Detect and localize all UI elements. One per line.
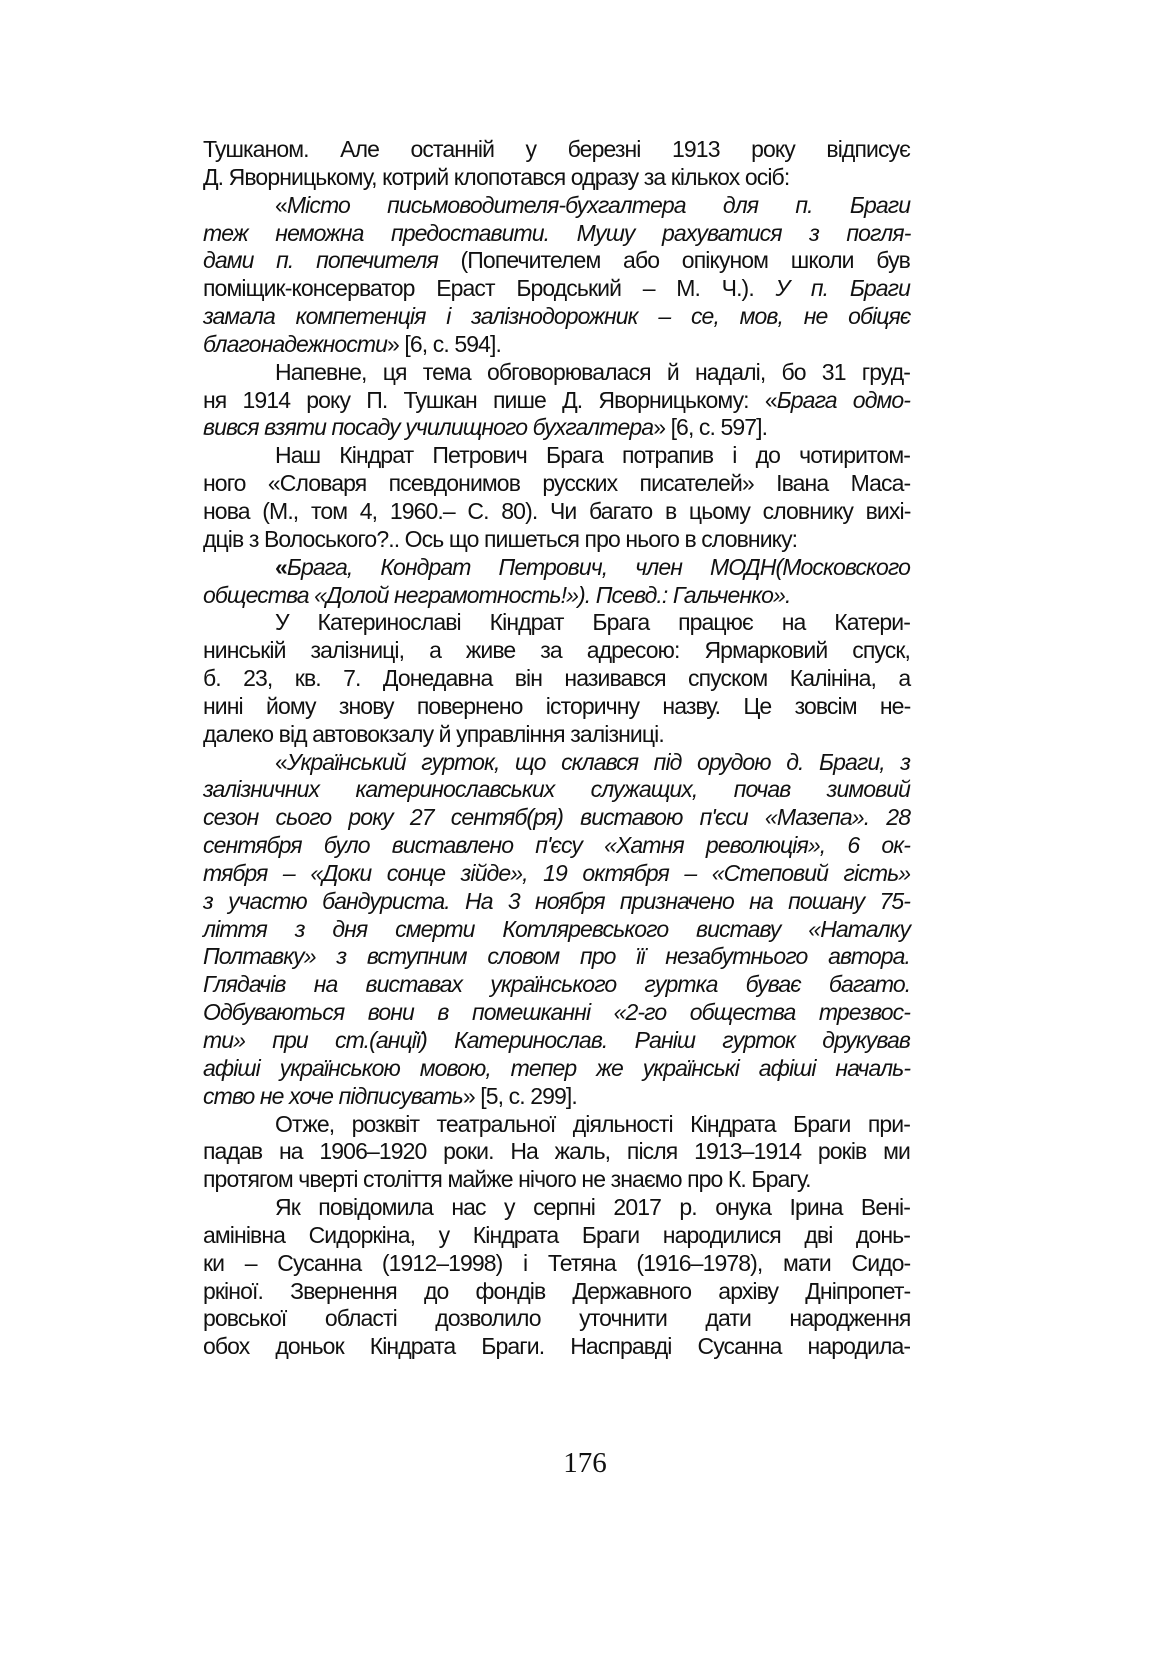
text-segment: » [6, с. 597]. (653, 414, 768, 441)
text-segment: далеко від автовокзалу й управління залізниці. (203, 720, 664, 747)
italic-text: ти» при ст.(анції) Катеринослав. Раніш гурток друкував (203, 1027, 910, 1053)
text-line (203, 609, 910, 637)
text-line (203, 1055, 910, 1083)
text-line (203, 1278, 910, 1306)
text-line (203, 1138, 910, 1166)
text-line (203, 220, 910, 248)
text-segment: Д. Яворницькому, котрий клопотався одразу за кількох осіб: (203, 163, 790, 190)
text-segment: Як повідомила нас у серпні 2017 р. онука Ірина Вені- (275, 1194, 910, 1221)
text-line (203, 888, 910, 916)
text-segment: обох доньок Кіндрата Браги. Насправді Сусанна народила- (203, 1333, 911, 1360)
text-segment: нинській залізниці, а живе за адресою: Ярмарковий спуск, (203, 637, 910, 664)
text-line (203, 1083, 910, 1111)
text-line (203, 749, 910, 777)
text-line (203, 1194, 910, 1222)
text-segment: » [5, с. 299]. (462, 1082, 577, 1109)
text-segment: дців з Волоського?.. Ось що пишеться про нього в словнику: (203, 525, 798, 552)
text-segment: Напевне, ця тема обговорювалася й надалі, бо 31 груд- (275, 358, 910, 385)
text-segment: Наш Кіндрат Петрович Брага потрапив і до чотиритом- (275, 442, 910, 469)
text-line (203, 582, 910, 610)
text-line (203, 414, 910, 442)
text-line (203, 637, 910, 665)
text-line (203, 693, 910, 721)
text-line (203, 1222, 910, 1250)
italic-text: вився взяти посаду училищного бухгалтера (203, 414, 654, 441)
text-line (203, 832, 910, 860)
text-line (203, 303, 910, 331)
text-line (203, 1250, 910, 1278)
italic-text: замала компетенція і залізнодорожник – се, мов, не обіцяє (203, 303, 911, 330)
italic-text: з участю бандуриста. На 3 ноября призначено на пошану 75- (203, 887, 910, 914)
italic-text: афіші українською мовою, тепер же українські афіші началь- (203, 1054, 911, 1081)
italic-text: сентября було виставлено п'єсу «Хатня революція», 6 ок- (203, 832, 910, 859)
italic-text: теж неможна предоставити. Мушу рахуватися з погля- (203, 219, 911, 246)
italic-text: благонадежности (203, 330, 387, 357)
text-segment: протягом чверті століття майже нічого не знаємо про К. Брагу. (203, 1166, 811, 1193)
italic-text: Одбуваються вони в помешканні «2-го общества трезвос- (203, 999, 910, 1026)
italic-text: дами п. попечителя (203, 247, 438, 274)
text-line (203, 1111, 910, 1139)
text-line (203, 1166, 910, 1194)
text-line (203, 247, 910, 275)
text-line (203, 164, 910, 192)
text-line (203, 526, 910, 554)
italic-text: ство не хоче підписувать (203, 1082, 463, 1109)
text-line (203, 860, 910, 888)
text-line (203, 359, 910, 387)
text-line (203, 1027, 910, 1055)
text-segment: « (275, 748, 287, 775)
text-segment: « (275, 191, 287, 218)
text-line (203, 943, 910, 971)
text-line (203, 999, 910, 1027)
text-segment: Отже, розквіт театральної діяльності Кіндрата Браги при- (275, 1110, 910, 1137)
text-segment: нова (М., том 4, 1960.– С. 80). Чи багато в цьому словнику вихі- (203, 497, 911, 524)
text-line (203, 331, 910, 359)
text-line (203, 192, 910, 220)
body-text (203, 136, 910, 1361)
text-segment: ного «Словаря псевдонимов русских писателей» Івана Маса- (203, 470, 911, 497)
italic-text: залізничних катеринославських служащих, почав зимовий (203, 776, 910, 803)
italic-text: Глядачів на виставах українського гуртка буває багато. (203, 971, 911, 998)
text-line (203, 554, 910, 582)
text-segment: б. 23, кв. 7. Донедавна він називався спуском Калініна, а (203, 665, 911, 692)
italic-text: Брага одмо- (776, 386, 911, 413)
text-line (203, 275, 910, 303)
text-segment: ня 1914 року П. Тушкан пише Д. Яворницькому: « (203, 386, 777, 413)
text-segment: « (275, 553, 287, 580)
text-line (203, 916, 910, 944)
italic-text: Полтавку» з вступним словом про її незабутнього автора. (203, 943, 910, 970)
italic-text: Місто письмоводителя-бухгалтера для п. Браги (286, 191, 911, 218)
italic-text: Український гурток, що склався під орудою д. Браги, з (286, 748, 910, 775)
text-segment: ркіної. Звернення до фондів Державного архіву Дніпропет- (203, 1277, 911, 1304)
text-line (203, 721, 910, 749)
text-line (203, 776, 910, 804)
text-line (203, 470, 910, 498)
page-number: 176 (563, 1447, 607, 1479)
text-line (203, 136, 910, 164)
text-line (203, 665, 910, 693)
italic-text: ліття з дня смерти Котляревського виставу «Наталку (203, 915, 911, 942)
text-segment: У Катеринославі Кіндрат Брага працює на Катери- (275, 609, 910, 636)
text-segment: нині йому знову повернено історичну назву. Це зовсім не- (203, 692, 911, 719)
text-segment: амінівна Сидоркіна, у Кіндрата Браги народилися дві донь- (203, 1221, 910, 1248)
text-segment: падав на 1906–1920 роки. На жаль, після 1913–1914 років ми (203, 1138, 910, 1165)
text-segment: (Попечителем або опікуном школи був (437, 247, 910, 274)
italic-text: Брага, Кондрат Петрович, член МОДН(Московского (286, 553, 910, 580)
text-line (203, 442, 910, 470)
text-segment: Тушканом. Але останній у березні 1913 року відписує (203, 136, 910, 162)
text-segment: ки – Сусанна (1912–1998) і Тетяна (1916–1978), мати Сидо- (203, 1249, 911, 1276)
text-line (203, 1305, 910, 1333)
text-line (203, 1333, 910, 1361)
text-line (203, 971, 910, 999)
italic-text: сезон сього року 27 сентяб(ря) виставою п'єси «Мазепа». 28 (203, 804, 911, 831)
italic-text: У п. Браги (775, 275, 911, 302)
text-segment: поміщик-консерватор Ераст Бродський – М. Ч.). (203, 275, 776, 302)
text-line (203, 387, 910, 415)
text-segment: » [6, с. 594]. (387, 330, 501, 357)
text-line (203, 804, 910, 832)
italic-text: тября – «Доки сонце зійде», 19 октября – «Степовий гість» (203, 859, 911, 886)
text-segment: ровської області дозволило уточнити дати народження (203, 1305, 911, 1332)
text-line (203, 498, 910, 526)
italic-text: общества «Долой неграмотность!»). Псевд.: Гальченко». (203, 581, 791, 608)
